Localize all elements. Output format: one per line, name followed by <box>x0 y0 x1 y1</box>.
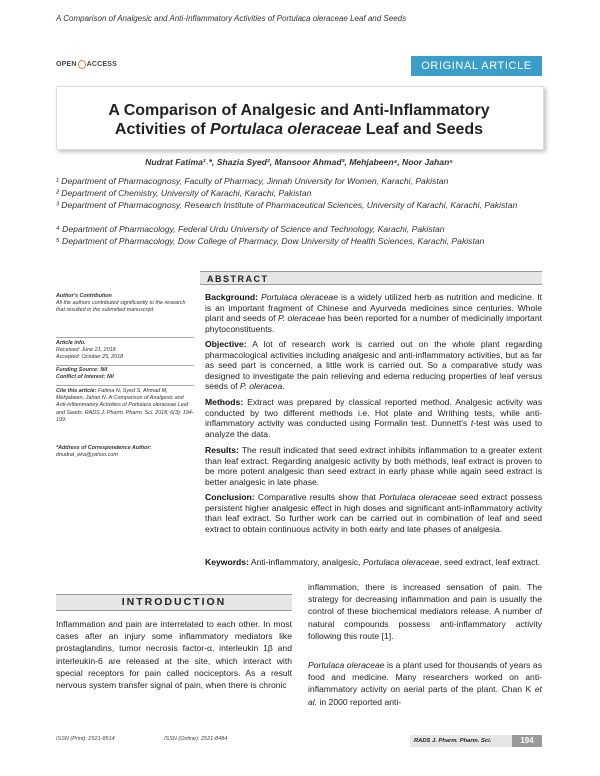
journal-footer: RADS J. Pharm. Pharm. Sci. <box>410 735 542 747</box>
affiliation-4: ⁴ Department of Pharmacology, Federal Urdu University of Science and Technology, Karachi, Pakistan <box>56 224 445 234</box>
sidebar-contribution <box>56 293 194 315</box>
correspondence-email: dnudrat_eka@yahoo.com <box>56 452 118 459</box>
issn-print: ISSN (Print): 2521-8514 <box>56 736 115 742</box>
introduction-heading: INTRODUCTION <box>56 594 292 611</box>
sidebar-divider <box>56 365 194 366</box>
background-text-end: has been reported for a number of medicinally important phytoconstituents. <box>205 313 542 334</box>
received-date: Received: June 21, 2018 <box>56 347 116 354</box>
intro-left-column: Inflammation and pain are interrelated to each other. In most cases after an injury some inflammatory mediators like prostaglandins, tumor necrosis factor-α, interleukin 1β and interleukin-6 are released at the site, which interact with special receptors for pain called nociceptors. As a result nervous system transfer signal of pain, when there is chronic <box>56 619 292 691</box>
article-info-title: Article info. <box>56 340 86 346</box>
title-species: Portulaca oleraceae <box>210 121 362 138</box>
abstract-heading: ABSTRACT <box>200 271 542 285</box>
methods-t: t <box>470 418 474 429</box>
conflict-of-interest: Conflict of Interest: Nil <box>56 374 114 381</box>
logo-access-text: ACCESS <box>86 61 118 68</box>
abstract-methods <box>205 397 542 439</box>
abstract-background <box>205 292 542 334</box>
conclusion-species: Portulaca oleraceae <box>379 492 457 502</box>
affiliation-1: ¹ Department of Pharmacognosy, Faculty of Pharmacy, Jinnah University for Women, Karachi, Pakistan <box>56 176 449 186</box>
sidebar-divider <box>56 385 194 386</box>
logo-open-text: OPEN <box>56 61 77 68</box>
conclusion-text: seed extract possess persistent higher analgesic effect in high doses and significant anti-inflammatory activity than leaf extract. So further work can be carried out in combination of leaf and seed extract to obtain continuous activity in both early and late phases of analgesia. <box>205 492 542 534</box>
intro-right-paragraph-2 <box>308 659 542 708</box>
title-line-2-post: Leaf and Seeds <box>361 121 484 138</box>
conclusion-pre: Comparative results show that <box>254 492 380 502</box>
keywords-pre: Anti-inflammatory, analgesic, <box>248 557 363 567</box>
methods-label: Methods: <box>205 397 244 407</box>
objective-end: . <box>282 381 285 392</box>
abstract-keywords <box>205 557 542 568</box>
contribution-text: All the authors contributed significantly to the research that resulted in the submitted manuscript. <box>56 300 186 314</box>
contribution-title: Author's Contribution <box>56 293 112 299</box>
background-text: is a widely utilized herb as nutrition and medicine. It is an important fragment of Chinese and Ayurveda medicines since centuries. Whole plant and seeds of <box>205 292 542 324</box>
intro-species: Portulaca oleraceae <box>308 660 385 670</box>
background-label: Background: <box>205 292 258 302</box>
title-line-2-pre: Activities of <box>114 121 211 138</box>
open-lock-icon <box>78 60 86 69</box>
intro-p2-text: is a plant used for thousands of years as food and medicine. Many researchers worked on anti-inflammatory activity on aerial parts of the plant. Chan K <box>308 660 542 695</box>
conclusion-label: Conclusion: <box>205 492 255 502</box>
running-header: A Comparison of Analgesic and Anti-Inflammatory Activities of Portulaca oleraceae Leaf and Seeds <box>56 14 407 23</box>
article-type-badge: ORIGINAL ARTICLE <box>411 56 542 76</box>
article-title <box>66 101 532 139</box>
results-text: The result indicated that seed extract inhibits inflammation to a greater extent than leaf extract. Regarding analgesic activity by both methods, leaf extract is proven to be more potent analgesic than seed extract in early phase while again seed extract is better analgesic in late phase. <box>205 445 542 487</box>
sidebar-divider <box>56 337 194 338</box>
intro-etal: et al. <box>308 684 542 707</box>
methods-text-end: -test was used to analyze the data. <box>205 418 542 439</box>
keywords-label: Keywords: <box>205 557 249 567</box>
abstract-conclusion <box>205 492 542 534</box>
sidebar-correspondence <box>56 445 194 459</box>
author-list: Nudrat Fatima¹˒*, Shazia Syed², Mansoor Ahmad³, Mehjabeen⁴, Noor Jahan⁵ <box>145 157 453 167</box>
cite-text: Fatima N, Syed S, Ahmad M, Mehjabeen, Jahan N. A Comparison of Analgesic and Anti-Inflammatory Activities of Portulaca oleraceae Leaf and Seeds. RADS J. Pharm. Pharm. Sci. 2018; 6(3): 194-199. <box>56 388 194 423</box>
issn-online: ISSN (Online): 2521-8484 <box>164 736 228 742</box>
sidebar-funding <box>56 367 194 381</box>
affiliation-5: ⁵ Department of Pharmacology, Dow College of Pharmacy, Dow University of Health Sciences, Karachi, Pakistan <box>56 236 485 246</box>
title-line-1: A Comparison of Analgesic and Anti-Inflammatory <box>108 102 490 119</box>
objective-label: Objective: <box>205 339 247 349</box>
results-label: Results: <box>205 445 239 455</box>
affiliation-2: ² Department of Chemistry, University of Karachi, Karachi, Pakistan <box>56 188 312 198</box>
background-species-abbrev: P. oleraceae <box>278 313 326 324</box>
objective-species: P. oleracea <box>239 381 283 392</box>
cite-label: Cite this article: <box>56 388 97 394</box>
correspondence-title: *Address of Correspondence Author: <box>56 445 152 451</box>
funding-source: Funding Source: Nil <box>56 367 108 373</box>
abstract-results <box>205 445 542 487</box>
keywords-post: , seed extract, leaf extract. <box>439 557 541 567</box>
open-access-logo <box>56 60 117 69</box>
sidebar-article-info <box>56 340 194 362</box>
intro-p2-end: in 2000 reported anti- <box>317 696 402 707</box>
abstract-objective <box>205 339 542 392</box>
affiliation-3: ³ Department of Pharmacognosy, Research Institute of Pharmaceutical Sciences, University of Karachi, Karachi, Pakistan <box>56 200 518 210</box>
accepted-date: Accepted: October 25, 2018 <box>56 354 124 361</box>
keywords-species: Portulaca oleraceae <box>362 557 440 567</box>
intro-right-paragraph-1: inflammation, there is increased sensation of pain. The strategy for decreasing inflammation and pain is usually the control of these biochemical mediators release. A number of natural compounds possess anti-inflammatory activity following this route [1]. <box>308 582 542 641</box>
sidebar-citation <box>56 388 194 424</box>
background-species: Portulaca oleraceae <box>260 292 338 302</box>
page-number: 194 <box>512 735 542 747</box>
methods-text: Extract was prepared by classical reported method. Analgesic activity was conducted by two different methods i.e. Hot plate and Writhing tests, while anti-inflammatory activity was conducted using Formalin test. Dunnett's <box>205 397 542 429</box>
objective-text: A lot of research work is carried out on the whole plant regarding pharmacological activities including analgesic and anti-inflammatory activities, but as far as seed part is concerned, a little work is carried out. So a comparative study was designed to investigate the pain relieving and edema reducing properties of leaf versus seeds of <box>205 339 542 392</box>
